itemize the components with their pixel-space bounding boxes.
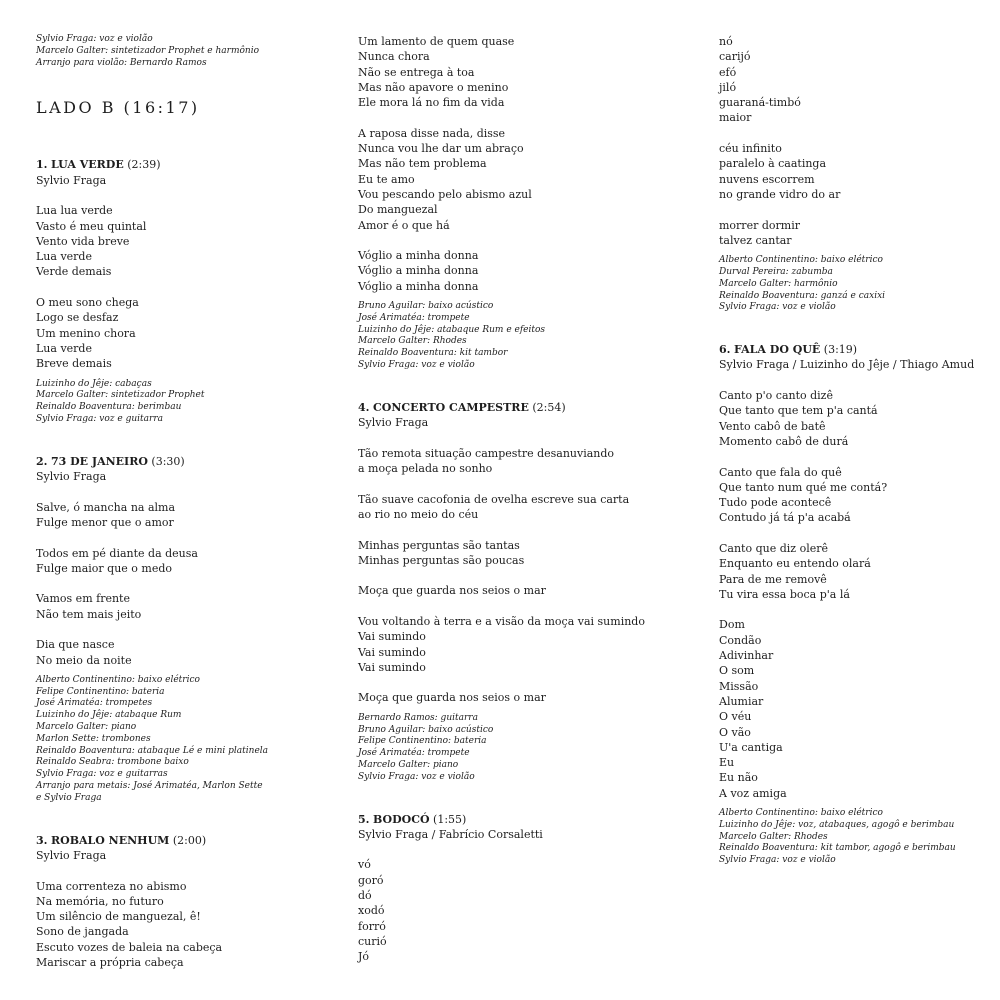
credit-line: Reinaldo Seabra: trombone baixo [36,757,189,768]
lyric-line: Missão [719,679,759,693]
lyric-line: Não se entrega à toa [358,65,475,79]
lyric-line: O vão [719,725,751,739]
lyric-line: Tão remota situação campestre desanuviando [358,446,615,460]
credit-line: Sylvio Fraga: voz e violão [719,302,836,313]
stanza [719,617,989,801]
lyric-line: Sono de jangada [36,925,129,939]
credit-line: Bruno Aguilar: baixo acústico [358,301,494,312]
lyric-line: Alumiar [719,694,764,708]
lyric-line: Contudo já tá p'a acabá [719,511,851,525]
lyric-line: Mas não apavore o menino [358,80,509,94]
stanza [358,492,658,523]
lyric-line: Escuto vozes de baleia na cabeça [36,940,223,954]
stanza [36,203,336,279]
side-title: LADO B (16:17) [36,98,200,118]
lyric-line: Moça que guarda nos seios o mar [358,584,546,598]
credit-line: Sylvio Fraga: voz e guitarra [36,413,163,424]
credit-line: Reinaldo Boaventura: kit tambor [358,348,508,359]
song-title: ROBALO NENHUM [50,833,170,847]
lyric-line: Lua lua verde [36,204,113,218]
stanza [719,541,989,602]
lyric-line: Mariscar a própria cabeça [36,956,184,970]
lyric-line: Que tanto que tem p'a cantá [719,404,878,418]
lyric-line: Do manguezal [358,203,438,217]
column-left [36,34,336,970]
credit-line: Sylvio Fraga: voz e guitarras [36,769,168,780]
song-title: FALA DO QUÊ [733,343,821,357]
song-number: 5. [358,812,370,826]
lyric-line: Vamos em frente [36,592,130,606]
lyric-line: Vóglio a minha donna [358,249,479,263]
song-lyrics [358,446,658,706]
lyric-line: Condão [719,633,762,647]
bodoco-lyrics-continued [719,34,989,248]
credit-line: Marcelo Galter: Rhodes [719,831,828,842]
song-heading [36,157,336,172]
song-heading [358,812,658,827]
credit-line: Durval Pereira: zabumba [719,266,833,277]
lyric-line: Breve demais [36,357,112,371]
lyric-line: Amor é o que há [358,218,450,232]
credit-line: Luizinho do Jêje: atabaque Rum [36,710,182,721]
lyric-line: talvez cantar [719,233,792,247]
credit-line: Arranjo para metais: José Arimatéa, Marlon Sette [36,781,263,792]
lyric-line: Todos em pé diante da deusa [36,546,198,560]
song-number: 3. [36,833,48,847]
stanza [36,546,336,577]
credit-line: Marcelo Galter: sintetizador Prophet e harmônio [36,45,259,56]
lyric-line: Uma correnteza no abismo [36,879,187,893]
lyric-line: Eu não [719,771,758,785]
song-duration: (2:39) [127,158,161,172]
credit-line: e Sylvio Fraga [36,792,102,803]
credit-line: Bruno Aguilar: baixo acústico [358,724,494,735]
song-heading [36,833,336,848]
lyric-line: guaraná-timbó [719,96,801,110]
song-title: 73 DE JANEIRO [50,454,148,468]
song-heading [36,454,336,469]
lyric-line: Para de me removê [719,572,827,586]
song-credits [36,675,336,805]
stanza [358,538,658,569]
song-duration: (2:00) [172,833,207,847]
credit-line: Arranjo para violão: Bernardo Ramos [36,57,207,68]
song-author: Sylvio Fraga [36,848,107,862]
lyric-line: Adivinhar [719,649,774,663]
stanza [719,141,989,202]
lyric-line: forró [358,919,386,933]
lyric-line: morrer dormir [719,218,800,232]
song-heading [358,400,658,415]
song-list-left [36,157,336,970]
song-block [719,342,989,867]
lyric-line: Tudo pode acontecê [719,496,832,510]
lyric-line: Vóglio a minha donna [358,264,479,278]
credit-line: Sylvio Fraga: voz e violão [358,771,475,782]
credits-top [36,34,336,69]
stanza [719,388,989,449]
lyric-line: Um silêncio de manguezal, ê! [36,910,201,924]
lyric-line: Vento vida breve [36,234,130,248]
lyric-line: dó [358,889,372,903]
column-middle [358,34,658,965]
credit-line: Marcelo Galter: piano [358,759,459,770]
stanza [358,857,658,964]
song-credits [719,808,989,867]
lyric-line: Tu vira essa boca p'a lá [719,587,850,601]
song-duration: (2:54) [532,400,566,414]
lyric-line: No meio da noite [36,653,132,667]
song-title: BODOCÓ [372,812,430,826]
credit-line: Marcelo Galter: sintetizador Prophet [36,390,205,401]
lyric-line: Dom [719,618,745,632]
credit-line: Felipe Continentino: bateria [358,736,487,747]
lyric-line: céu infinito [719,142,782,156]
lyric-line: Vasto é meu quintal [36,219,147,233]
lyric-line: Verde demais [36,265,112,279]
credit-line: Reinaldo Boaventura: berimbau [36,402,182,413]
song-duration: (1:55) [433,812,467,826]
lyric-line: Vai sumindo [358,645,426,659]
song-block [36,454,336,805]
lyric-line: curió [358,934,387,948]
lyric-line: Eu [719,756,735,770]
lyric-line: Vóglio a minha donna [358,279,479,293]
lyric-line: Não tem mais jeito [36,607,142,621]
song-list-right [719,342,989,867]
song-number: 6. [719,343,731,357]
credit-line: José Arimatéa: trompete [358,748,470,759]
stanza [36,637,336,668]
credit-line: Marlon Sette: trombones [36,733,151,744]
song-number: 2. [36,454,48,468]
credit-line: Reinaldo Boaventura: kit tambor, agogô e berimbau [719,843,956,854]
stanza [358,34,658,110]
lyric-line: Na memória, no futuro [36,894,164,908]
lyric-line: jiló [719,80,737,94]
song-credits [358,713,658,784]
lyric-line: Nunca vou lhe dar um abraço [358,142,524,156]
credit-line: Alberto Continentino: baixo elétrico [719,808,883,819]
lyric-line: Canto que fala do quê [719,465,842,479]
song-author: Sylvio Fraga / Fabrício Corsaletti [358,827,543,841]
stanza [358,690,658,705]
lyric-line: Momento cabô de durá [719,434,849,448]
song-block [36,157,336,425]
lyric-line: Que tanto num qué me contá? [719,480,888,494]
stanza [36,500,336,531]
song-lyrics [36,500,336,668]
song-lyrics [358,857,658,964]
lyric-line: Mas não tem problema [358,157,487,171]
lyric-line: Vou voltando à terra e a visão da moça vai sumindo [358,614,645,628]
credit-line: Sylvio Fraga: voz e violão [36,34,153,44]
lyric-line: Vou pescando pelo abismo azul [358,187,532,201]
song-lyrics [36,203,336,371]
lyric-line: O meu sono chega [36,296,139,310]
credit-line: Alberto Continentino: baixo elétrico [719,255,883,266]
lyric-line: Minhas perguntas são poucas [358,553,525,567]
lyric-line: paralelo à caatinga [719,157,827,171]
song-lyrics [719,388,989,801]
lyric-line: Logo se desfaz [36,311,119,325]
lyric-line: O som [719,664,755,678]
stanza [36,295,336,371]
lyric-line: Um lamento de quem quase [358,35,515,48]
song-title: LUA VERDE [50,158,124,172]
lyric-line: carijó [719,50,751,64]
song-list-middle [358,400,658,965]
stanza [719,34,989,126]
lyric-line: U'a cantiga [719,740,783,754]
credit-line: Luizinho do Jêje: voz, atabaques, agogô e berimbau [719,819,955,830]
credit-line: Luizinho do Jêje: atabaque Rum e efeitos [358,324,546,335]
lyric-line: maior [719,111,752,125]
stanza [358,614,658,675]
lyric-line: Enquanto eu entendo olará [719,557,871,571]
credit-line: José Arimatéa: trompetes [36,698,153,709]
lyric-line: vó [358,858,371,872]
lyric-line: Lua verde [36,250,92,264]
lyric-line: a moça pelada no sonho [358,462,493,476]
song-duration: (3:30) [151,454,185,468]
lyric-line: no grande vidro do ar [719,187,841,201]
lyric-line: Vai sumindo [358,660,426,674]
credit-line: Sylvio Fraga: voz e violão [358,360,475,371]
song-block [358,400,658,784]
song-lyrics [36,879,336,971]
song-block [36,833,336,971]
lyric-line: Vento cabô de batê [719,419,826,433]
credit-line: Bernardo Ramos: guitarra [358,712,478,723]
song-number: 1. [36,158,48,172]
lyric-line: ao rio no meio do céu [358,507,479,521]
lyric-line: Nunca chora [358,50,430,64]
credit-line: Marcelo Galter: Rhodes [358,336,467,347]
lyric-line: nuvens escorrem [719,172,815,186]
song-author: Sylvio Fraga [358,416,429,430]
lyric-line: O véu [719,710,752,724]
credit-line: José Arimatéa: trompete [358,312,470,323]
credit-line: Marcelo Galter: piano [36,722,137,733]
song-credits [36,379,336,426]
song-author: Sylvio Fraga [36,470,107,484]
lyric-line: efó [719,65,737,79]
song-author: Sylvio Fraga / Luizinho do Jêje / Thiago Amud [719,358,975,372]
lyric-line: Salve, ó mancha na alma [36,500,176,514]
song-block [358,812,658,965]
credit-line: Luizinho do Jêje: cabaças [36,378,152,389]
stanza [719,465,989,526]
stanza [358,446,658,477]
lyric-line: Eu te amo [358,172,415,186]
stanza [36,591,336,622]
stanza [358,126,658,233]
lyric-line: Vai sumindo [358,630,426,644]
song-author: Sylvio Fraga [36,173,107,187]
lyric-line: Fulge maior que o medo [36,561,173,575]
credit-line: Alberto Continentino: baixo elétrico [36,674,200,685]
song-number: 4. [358,400,370,414]
credit-line: Reinaldo Boaventura: atabaque Lé e mini platinela [36,745,269,756]
robalo-nenhum-lyrics-continued [358,34,658,294]
lyric-line: goró [358,873,384,887]
stanza [719,218,989,249]
lyric-line: Canto p'o canto dizê [719,389,833,403]
lyric-line: Fulge menor que o amor [36,515,174,529]
column-right [719,34,989,895]
lyric-line: Ele mora lá no fim da vida [358,96,505,110]
stanza [36,879,336,971]
lyric-line: Canto que diz olerê [719,542,829,555]
lyric-line: Lua verde [36,341,92,355]
song-duration: (3:19) [823,343,858,357]
lyric-line: Minhas perguntas são tantas [358,538,520,552]
robalo-nenhum-credits [358,301,658,372]
lyric-line: Tão suave cacofonia de ovelha escreve sua carta [358,492,630,506]
stanza [358,583,658,598]
credit-line: Felipe Continentino: bateria [36,686,165,697]
credit-line: Sylvio Fraga: voz e violão [719,855,836,866]
lyric-line: xodó [358,904,385,918]
song-heading [719,342,989,357]
stanza [358,248,658,294]
lyric-line: Dia que nasce [36,638,115,652]
credit-line: Reinaldo Boaventura: ganzá e caxixi [719,290,886,301]
credit-line: Marcelo Galter: harmônio [719,278,838,289]
song-title: CONCERTO CAMPESTRE [372,400,529,414]
lyric-line: Um menino chora [36,326,136,340]
lyric-line: Jó [358,950,370,964]
lyric-line: nó [719,35,733,48]
lyric-line: A voz amiga [719,786,787,800]
bodoco-credits [719,255,989,314]
lyric-line: A raposa disse nada, disse [358,126,506,140]
lyric-line: Moça que guarda nos seios o mar [358,691,546,705]
